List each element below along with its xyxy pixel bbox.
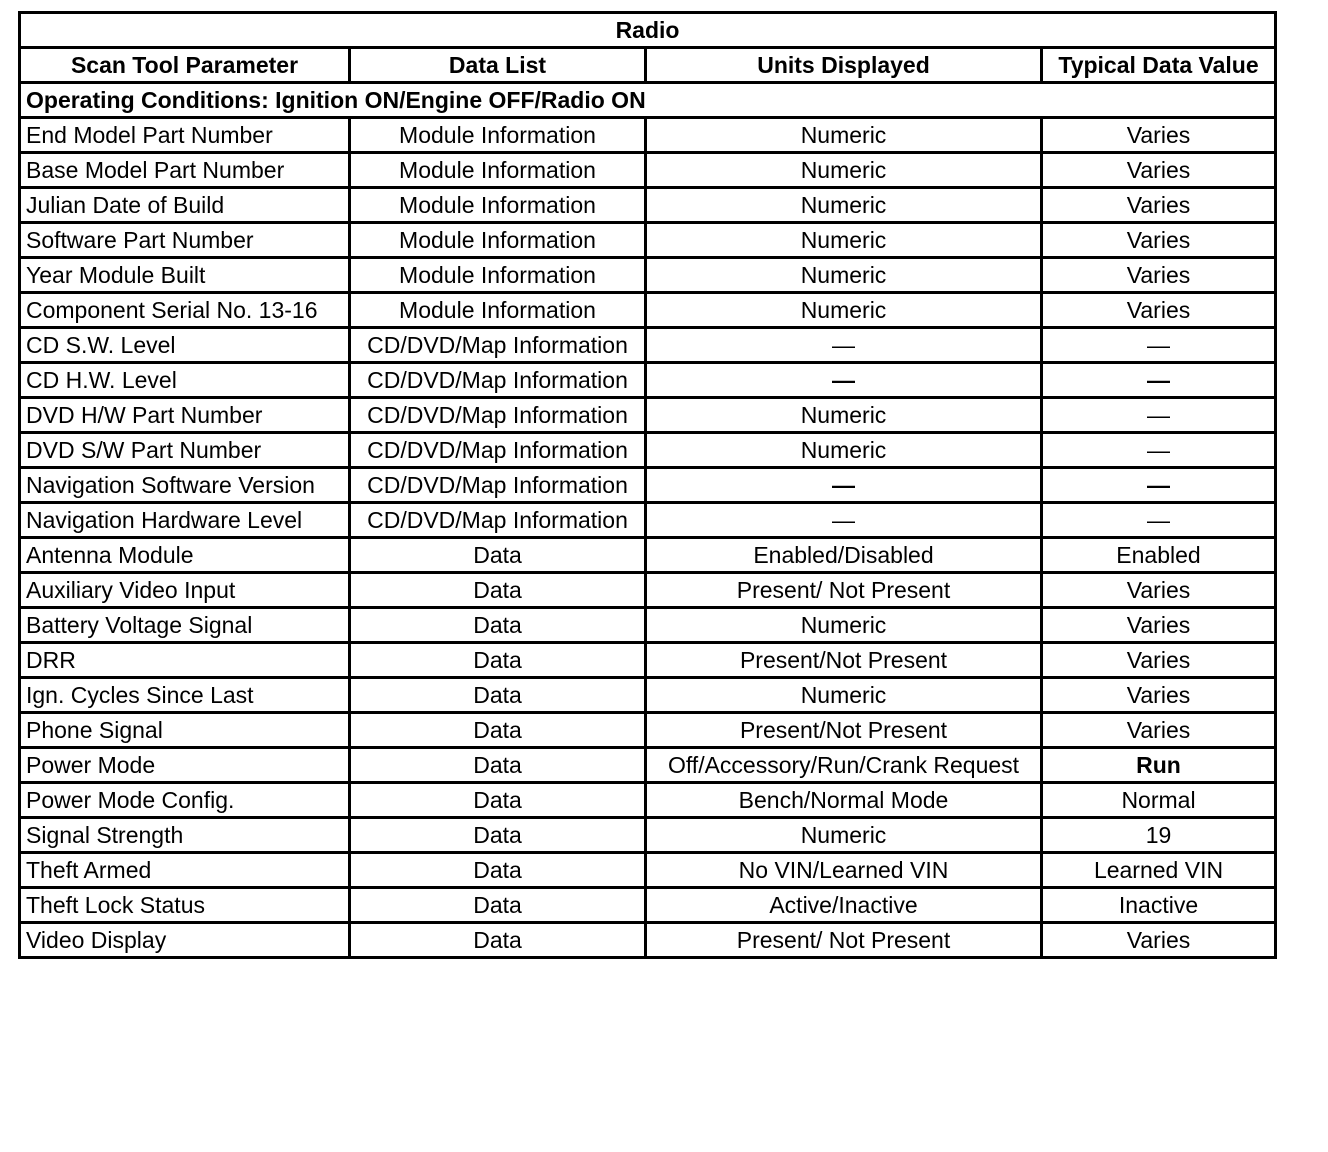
header-typical-data-value: Typical Data Value bbox=[1042, 48, 1276, 83]
cell-data-list: Data bbox=[350, 888, 646, 923]
cell-data-list: Module Information bbox=[350, 188, 646, 223]
cell-scan-tool-parameter: Auxiliary Video Input bbox=[20, 573, 350, 608]
cell-data-list: CD/DVD/Map Information bbox=[350, 328, 646, 363]
cell-scan-tool-parameter: Julian Date of Build bbox=[20, 188, 350, 223]
cell-units-displayed: Numeric bbox=[646, 258, 1042, 293]
cell-typical-data-value: — bbox=[1042, 328, 1276, 363]
cell-typical-data-value: Varies bbox=[1042, 293, 1276, 328]
cell-data-list: Data bbox=[350, 643, 646, 678]
cell-typical-data-value: — bbox=[1042, 433, 1276, 468]
cell-typical-data-value: Varies bbox=[1042, 643, 1276, 678]
cell-typical-data-value: Varies bbox=[1042, 118, 1276, 153]
table-row bbox=[20, 853, 1276, 888]
cell-scan-tool-parameter: Year Module Built bbox=[20, 258, 350, 293]
cell-typical-data-value: — bbox=[1042, 503, 1276, 538]
table-row bbox=[20, 328, 1276, 363]
cell-units-displayed: Present/ Not Present bbox=[646, 573, 1042, 608]
table-row bbox=[20, 538, 1276, 573]
header-units-displayed: Units Displayed bbox=[646, 48, 1042, 83]
cell-data-list: Data bbox=[350, 538, 646, 573]
table-row bbox=[20, 783, 1276, 818]
cell-scan-tool-parameter: DRR bbox=[20, 643, 350, 678]
cell-scan-tool-parameter: Phone Signal bbox=[20, 713, 350, 748]
cell-scan-tool-parameter: Software Part Number bbox=[20, 223, 350, 258]
cell-data-list: Data bbox=[350, 608, 646, 643]
cell-typical-data-value: Varies bbox=[1042, 188, 1276, 223]
table-row bbox=[20, 818, 1276, 853]
cell-scan-tool-parameter: CD S.W. Level bbox=[20, 328, 350, 363]
table-row bbox=[20, 573, 1276, 608]
cell-units-displayed: Present/Not Present bbox=[646, 643, 1042, 678]
cell-data-list: CD/DVD/Map Information bbox=[350, 363, 646, 398]
cell-units-displayed: — bbox=[646, 503, 1042, 538]
table-row bbox=[20, 363, 1276, 398]
cell-units-displayed: Numeric bbox=[646, 188, 1042, 223]
operating-conditions: Operating Conditions: Ignition ON/Engine OFF/Radio ON bbox=[20, 83, 1276, 118]
cell-typical-data-value: Varies bbox=[1042, 573, 1276, 608]
cell-scan-tool-parameter: Navigation Software Version bbox=[20, 468, 350, 503]
cell-scan-tool-parameter: Power Mode bbox=[20, 748, 350, 783]
cell-scan-tool-parameter: CD H.W. Level bbox=[20, 363, 350, 398]
table-row bbox=[20, 713, 1276, 748]
cell-scan-tool-parameter: End Model Part Number bbox=[20, 118, 350, 153]
cell-scan-tool-parameter: Component Serial No. 13-16 bbox=[20, 293, 350, 328]
cell-typical-data-value: Varies bbox=[1042, 713, 1276, 748]
cell-data-list: CD/DVD/Map Information bbox=[350, 468, 646, 503]
table-row bbox=[20, 398, 1276, 433]
cell-units-displayed: — bbox=[646, 328, 1042, 363]
cell-units-displayed: Numeric bbox=[646, 433, 1042, 468]
table-row bbox=[20, 188, 1276, 223]
cell-units-displayed: Off/Accessory/Run/Crank Request bbox=[646, 748, 1042, 783]
cell-typical-data-value: Varies bbox=[1042, 223, 1276, 258]
cell-data-list: Data bbox=[350, 573, 646, 608]
table-row bbox=[20, 923, 1276, 958]
table-header-row bbox=[20, 48, 1276, 83]
cell-typical-data-value: — bbox=[1042, 398, 1276, 433]
cell-scan-tool-parameter: Theft Lock Status bbox=[20, 888, 350, 923]
cell-scan-tool-parameter: Antenna Module bbox=[20, 538, 350, 573]
cell-data-list: Data bbox=[350, 923, 646, 958]
table-row bbox=[20, 433, 1276, 468]
cell-data-list: Data bbox=[350, 818, 646, 853]
cell-units-displayed: Numeric bbox=[646, 118, 1042, 153]
cell-scan-tool-parameter: DVD S/W Part Number bbox=[20, 433, 350, 468]
cell-data-list: Module Information bbox=[350, 153, 646, 188]
cell-units-displayed: Active/Inactive bbox=[646, 888, 1042, 923]
table-row bbox=[20, 748, 1276, 783]
cell-units-displayed: Present/ Not Present bbox=[646, 923, 1042, 958]
table-title: Radio bbox=[20, 13, 1276, 48]
table-row bbox=[20, 468, 1276, 503]
cell-typical-data-value: Varies bbox=[1042, 678, 1276, 713]
cell-data-list: Module Information bbox=[350, 293, 646, 328]
cell-data-list: Data bbox=[350, 783, 646, 818]
cell-units-displayed: Numeric bbox=[646, 223, 1042, 258]
table-row bbox=[20, 153, 1276, 188]
cell-units-displayed: Numeric bbox=[646, 398, 1042, 433]
cell-units-displayed: Numeric bbox=[646, 818, 1042, 853]
cell-typical-data-value: Enabled bbox=[1042, 538, 1276, 573]
cell-scan-tool-parameter: DVD H/W Part Number bbox=[20, 398, 350, 433]
cell-typical-data-value: Run bbox=[1042, 748, 1276, 783]
cell-data-list: CD/DVD/Map Information bbox=[350, 503, 646, 538]
cell-units-displayed: Numeric bbox=[646, 608, 1042, 643]
table-row bbox=[20, 118, 1276, 153]
cell-data-list: CD/DVD/Map Information bbox=[350, 398, 646, 433]
cell-typical-data-value: Varies bbox=[1042, 153, 1276, 188]
cell-scan-tool-parameter: Navigation Hardware Level bbox=[20, 503, 350, 538]
header-scan-tool-parameter: Scan Tool Parameter bbox=[20, 48, 350, 83]
cell-units-displayed: — bbox=[646, 363, 1042, 398]
cell-units-displayed: No VIN/Learned VIN bbox=[646, 853, 1042, 888]
cell-units-displayed: Numeric bbox=[646, 678, 1042, 713]
cell-scan-tool-parameter: Power Mode Config. bbox=[20, 783, 350, 818]
cell-units-displayed: Present/Not Present bbox=[646, 713, 1042, 748]
cell-typical-data-value: Varies bbox=[1042, 608, 1276, 643]
table-row bbox=[20, 223, 1276, 258]
cell-units-displayed: Enabled/Disabled bbox=[646, 538, 1042, 573]
header-data-list: Data List bbox=[350, 48, 646, 83]
cell-data-list: Data bbox=[350, 853, 646, 888]
table-row bbox=[20, 503, 1276, 538]
cell-typical-data-value: Learned VIN bbox=[1042, 853, 1276, 888]
cell-typical-data-value: — bbox=[1042, 468, 1276, 503]
cell-scan-tool-parameter: Theft Armed bbox=[20, 853, 350, 888]
table-row bbox=[20, 293, 1276, 328]
cell-scan-tool-parameter: Video Display bbox=[20, 923, 350, 958]
cell-data-list: Data bbox=[350, 678, 646, 713]
cell-data-list: Module Information bbox=[350, 118, 646, 153]
cell-typical-data-value: 19 bbox=[1042, 818, 1276, 853]
cell-data-list: Data bbox=[350, 713, 646, 748]
operating-conditions-row bbox=[20, 83, 1276, 118]
cell-data-list: Data bbox=[350, 748, 646, 783]
cell-scan-tool-parameter: Battery Voltage Signal bbox=[20, 608, 350, 643]
cell-units-displayed: Numeric bbox=[646, 293, 1042, 328]
cell-scan-tool-parameter: Base Model Part Number bbox=[20, 153, 350, 188]
radio-data-table bbox=[18, 11, 1277, 959]
table-title-row bbox=[20, 13, 1276, 48]
cell-typical-data-value: — bbox=[1042, 363, 1276, 398]
cell-scan-tool-parameter: Signal Strength bbox=[20, 818, 350, 853]
table-row bbox=[20, 258, 1276, 293]
cell-typical-data-value: Inactive bbox=[1042, 888, 1276, 923]
cell-data-list: CD/DVD/Map Information bbox=[350, 433, 646, 468]
table-row bbox=[20, 678, 1276, 713]
cell-typical-data-value: Normal bbox=[1042, 783, 1276, 818]
cell-typical-data-value: Varies bbox=[1042, 923, 1276, 958]
table-row bbox=[20, 608, 1276, 643]
cell-data-list: Module Information bbox=[350, 258, 646, 293]
table-row bbox=[20, 888, 1276, 923]
cell-units-displayed: — bbox=[646, 468, 1042, 503]
cell-data-list: Module Information bbox=[350, 223, 646, 258]
table-row bbox=[20, 643, 1276, 678]
cell-scan-tool-parameter: Ign. Cycles Since Last bbox=[20, 678, 350, 713]
cell-typical-data-value: Varies bbox=[1042, 258, 1276, 293]
cell-units-displayed: Bench/Normal Mode bbox=[646, 783, 1042, 818]
cell-units-displayed: Numeric bbox=[646, 153, 1042, 188]
